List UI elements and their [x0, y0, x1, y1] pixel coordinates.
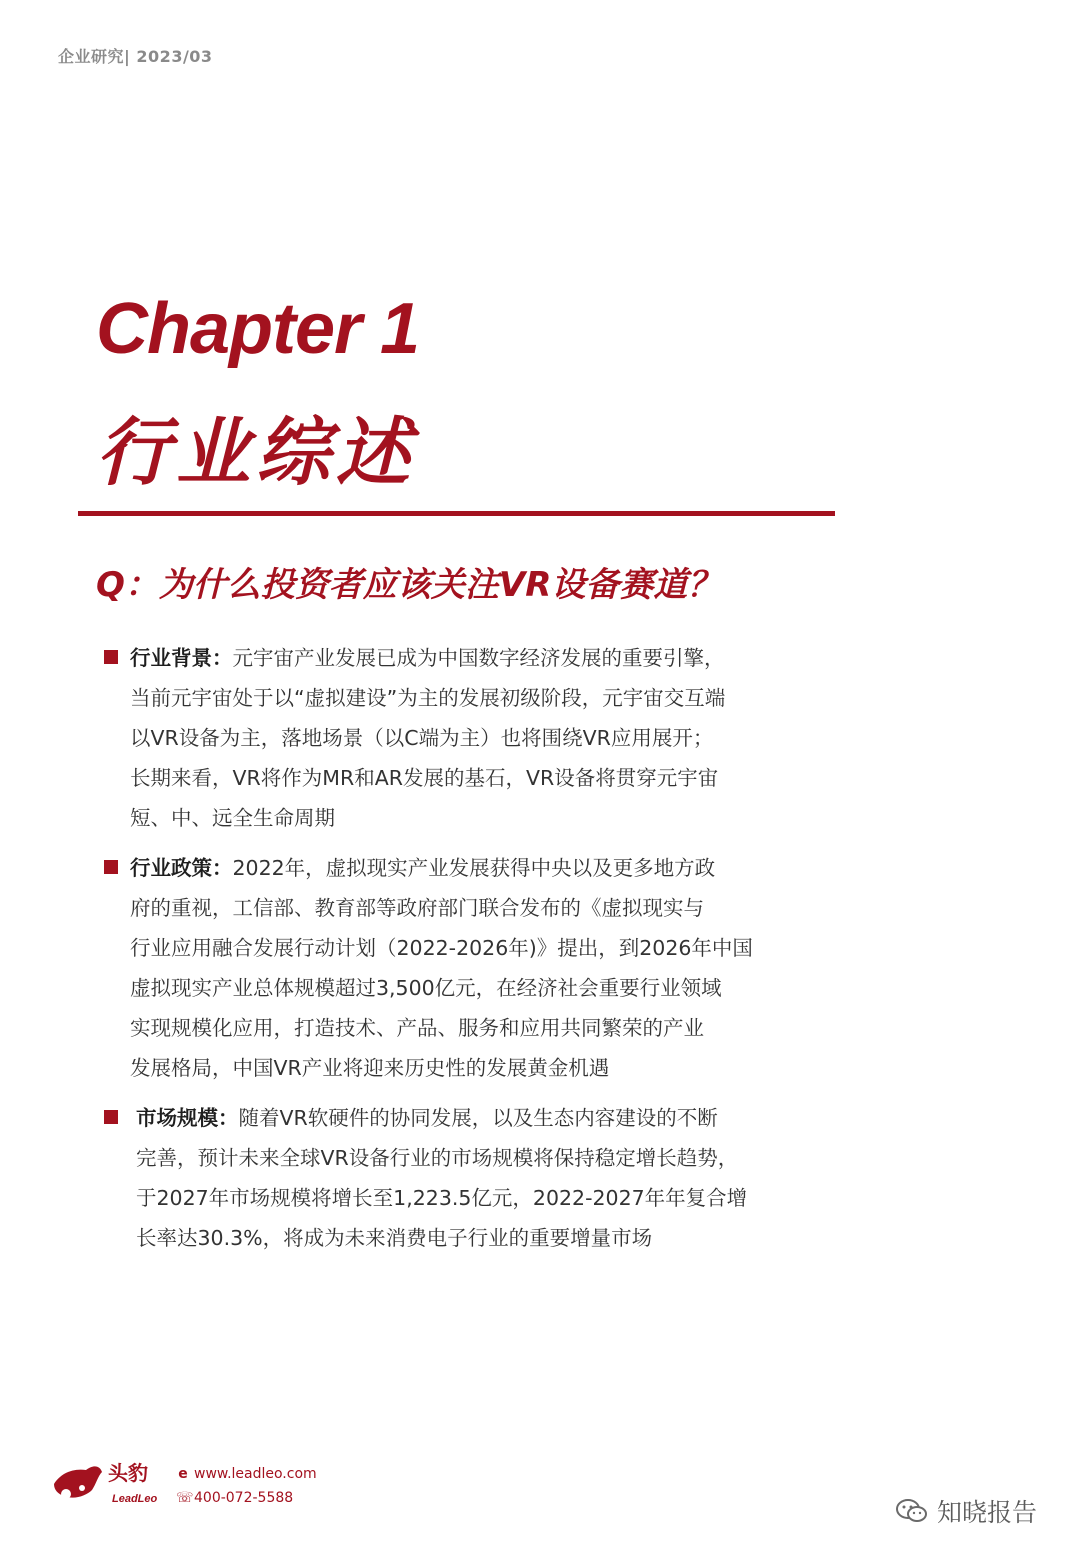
section-line: 于2027年市场规模将增长至1,223.5亿元，2022-2027年年复合增 [136, 1186, 748, 1210]
section-policy [130, 848, 790, 1088]
website-row[interactable] [176, 1462, 317, 1486]
leadleo-logo [52, 1454, 186, 1510]
footer-contact [176, 1462, 317, 1510]
phone-number: 400-072-5588 [194, 1490, 294, 1506]
phone-icon: ☏ [176, 1490, 194, 1506]
section-line: 虚拟现实产业总体规模超过3,500亿元，在经济社会重要行业领域 [130, 976, 722, 1000]
chapter-number: Chapter 1 [96, 289, 420, 369]
section-bullet [104, 1110, 118, 1124]
section-label: 行业政策： [130, 856, 233, 880]
title-divider [78, 511, 835, 516]
section-background [130, 638, 790, 838]
section-market [136, 1098, 796, 1258]
section-line: 以VR设备为主，落地场景（以C端为主）也将围绕VR应用展开； [130, 726, 714, 750]
header-label: 企业研究| 2023/03 [58, 47, 213, 66]
section-line: 行业政策：2022年，虚拟现实产业发展获得中央以及更多地方政 [130, 856, 716, 880]
section-line: 实现规模化应用，打造技术、产品、服务和应用共同繁荣的产业 [130, 1016, 704, 1040]
web-icon: e [178, 1466, 188, 1482]
section-line: 行业应用融合发展行动计划（2022-2026年)》提出，到2026年中国 [130, 936, 753, 960]
section-label: 行业背景： [130, 646, 233, 670]
question-heading: Q：为什么投资者应该关注VR设备赛道？ [96, 565, 722, 605]
section-line: 短、中、远全生命周期 [130, 806, 335, 830]
section-line: 完善，预计未来全球VR设备行业的市场规模将保持稳定增长趋势， [136, 1146, 739, 1170]
section-line: 当前元宇宙处于以“虚拟建设”为主的发展初级阶段，元宇宙交互端 [130, 686, 726, 710]
section-bullet [104, 860, 118, 874]
chapter-title: 行业综述 [96, 410, 416, 496]
brand-en-text: LeadLeo [112, 1493, 158, 1505]
section-line: 长率达30.3%，将成为未来消费电子行业的重要增量市场 [136, 1226, 653, 1250]
section-line: 长期来看，VR将作为MR和AR发展的基石，VR设备将贯穿元宇宙 [130, 766, 719, 790]
watermark-text: 知晓报告 [937, 1498, 1038, 1527]
section-line: 府的重视，工信部、教育部等政府部门联合发布的《虚拟现实与 [130, 896, 704, 920]
watermark [895, 1493, 1037, 1530]
phone-row [176, 1486, 317, 1510]
section-bullet [104, 650, 118, 664]
wechat-icon [895, 1498, 929, 1530]
brand-text: 头豹 [108, 1461, 148, 1485]
section-label: 市场规模： [136, 1106, 239, 1130]
section-line: 发展格局，中国VR产业将迎来历史性的发展黄金机遇 [130, 1056, 610, 1080]
website-link[interactable]: www.leadleo.com [194, 1466, 317, 1482]
section-line: 市场规模：随着VR软硬件的协同发展，以及生态内容建设的不断 [136, 1106, 718, 1130]
section-line: 行业背景：元宇宙产业发展已成为中国数字经济发展的重要引擎， [130, 646, 725, 670]
leopard-icon [52, 1454, 186, 1510]
